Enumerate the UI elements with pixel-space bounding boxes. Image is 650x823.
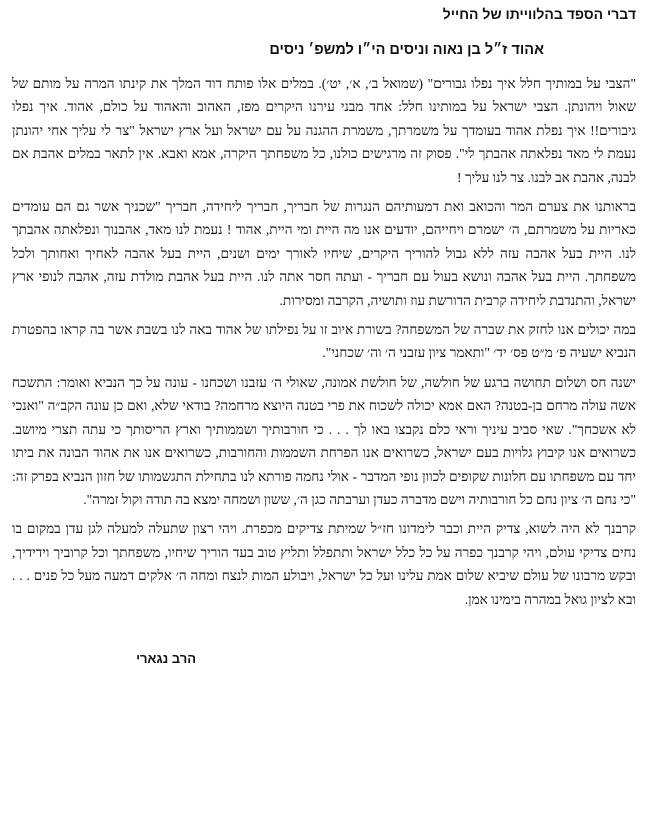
paragraph-2: בראותנו את צערם המר והכואב ואת דמעותיהם הנגרות של חבריך, חבריך ליחידה, חבריך "שכניך אשר גם הם עומדים כאריות על משמרתם, ה׳ ישמרם ויחייהם, יודעים אנו מה היית ומי היית, אהוד ! נעמת לנו מאד, אהבנוך ונפלאתה אהבתך לנו. היית בעל אהבה עזה ללא גבול להוריך היקרים, שיחיו לאורך ימים ושנים, היית בעל אהבה לאחיך ואחותך ולכל משפחתך. היית בעל אהבה ונושא בעול עם חבריך - ועתה חסר אתה לנו. היית בעל אהבת מולדת עזה, אהבה לנופי ארץ ישראל, והתנדבת ליחידה קרבית הדורשת עוז ותושיה, הקרבה ומסירות.: [12, 199, 636, 308]
paragraph-3: במה יכולים אנו לחזק את שברה של המשפחה? בשורת איוב זו על נפילתו של אהוד באה לנו בשבת אשר בה קראו בהפטרת הנביא ישעיה פ׳ מ״ט פס׳ יד׳ "ותאמר ציון עזבני ה׳ וה׳ שכחני".: [12, 322, 636, 361]
paragraph-1: "הצבי על במותיך חלל איך נפלו גבורים" (שמואל ב׳, א׳, יט׳). במלים אלו פותח דוד המלך את קינתו המרה על מותם של שאול ויהונתן. הצבי ישראל על במותינו חלל: אחד מבני עירנו היקרים מפז, האהוב והאהוד על כולם, אהוד. איך נפלו גיבורים!! איך נפלת אהוד בעומדך על משמרתך, משמרת ההגנה על עם ישראל ועל ארץ ישראל "צר לי עליך אחי יהונתן נעמת לי מאד נפלאתה אהבתך לי". פסוק זה מרגישים כולנו, כל משפחתך היקרה, אמא ואבא. אין לתאר במלים אהבת אם לבנה, אהבת אב לבנו. צר לנו עליך !: [12, 76, 636, 185]
document-title: אהוד ז״ל בן נאוה וניסים הי״ו למשפ׳ ניסים: [269, 42, 544, 58]
document-header: דברי הספד בהלווייתו של החייל: [442, 6, 636, 22]
paragraph-5: קרבנך לא היה לשוא, צדיק היית וכבר לימדונו חז״ל שמיתת צדיקים מכפרת. ויהי רצון שתעלה למעלה לגן עדן במקום בו נחים צדיקי עולם, ויהי קרבנך כפרה על כל כלל ישראל ותתפלל ותליץ טוב בעד הוריך שיחיו, משפחתך וכל קרוביך וידידיך, ובקש מרבונו של עולם שיביא שלום אמת עלינו ועל כל ישראל, ויבולע המות לנצח ומחה ה׳ אלקים דמעה מעל כל פנים . . . ובא לציון גואל במהרה בימינו אמן.: [12, 521, 636, 607]
paragraph-4: ישנה חס ושלום תחושה ברגע של חולשה, של חולשת אמונה, שאולי ה׳ עזבנו ושכחנו - עונה על כך הנביא ואומר: התשכח אשה עולה מרחם בן-בטנה? האם אמא יכולה לשכוח את פרי בטנה היוצא מרחמה? בודאי שלא, ואם כן עונה הקב״ה "ואנכי לא אשכחך". שאי סביב עיניך וראי כלם נקבצו באו לך . . . כי חורבותיך ושממותיך וארץ הריסותך כי עתה תצרי מיושב. כשרואים אנו קיבוץ גלויות בעם ישראל, כשרואים אנו הפרחת השממות והחורבות, כשרואים אנו את אהוד הבונה את ביתו יחד עם משפחתו עם חלונות שקופים לכוון נופי המדבר - אולי נחמה פורתא לנו בתחילת התגשמותו של חזון הנביא בפרק זה: "כי נחם ה׳ ציון נחם כל חורבותיה וישם מדברה כעדן וערבתה כגן ה׳, ששון ושמחה ימצא בה תודה וקול זמרה".: [12, 374, 636, 507]
signature: הרב נגארי: [136, 650, 196, 666]
